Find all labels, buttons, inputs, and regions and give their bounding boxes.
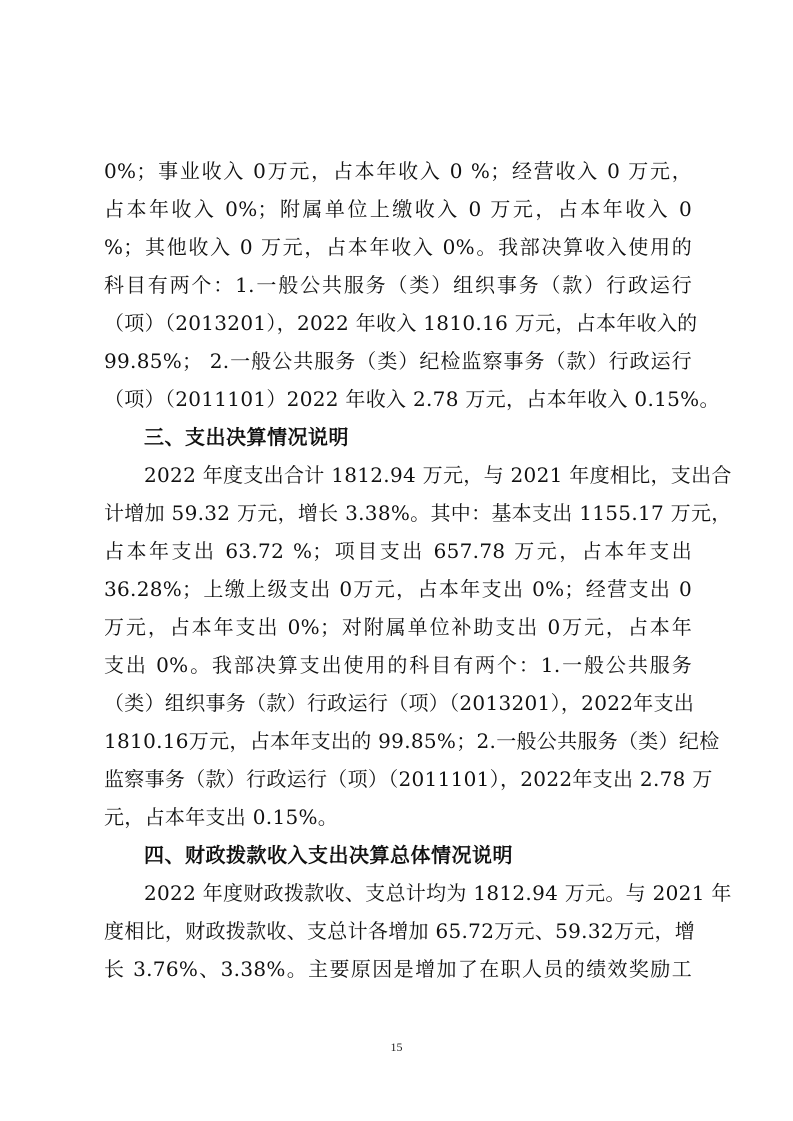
- paragraph-line: 1810.16万元，占本年支出的 99.85%；2.一般公共服务（类）纪检: [104, 729, 720, 753]
- paragraph-line: （项）（2011101）2022 年收入 2.78 万元，占本年收入 0.15%。: [104, 387, 720, 411]
- paragraph-line: （项）（2013201），2022 年收入 1810.16 万元，占本年收入的: [104, 311, 698, 335]
- paragraph-line: 占本年收入 0%；附属单位上缴收入 0 万元，占本年收入 0: [104, 197, 692, 221]
- paragraph-line: 支出 0%。我部决算支出使用的科目有两个：1.一般公共服务: [104, 653, 692, 677]
- paragraph-line: 99.85%； 2.一般公共服务（类）纪检监察事务（款）行政运行: [104, 349, 692, 373]
- paragraph-line: 36.28%；上缴上级支出 0万元，占本年支出 0%；经营支出 0: [104, 577, 692, 601]
- paragraph-line: %；其他收入 0 万元，占本年收入 0%。我部决算收入使用的: [104, 235, 692, 259]
- paragraph-line: 0%；事业收入 0万元，占本年收入 0 %；经营收入 0 万元，: [104, 159, 692, 183]
- paragraph-line: 元，占本年支出 0.15%。: [104, 805, 339, 829]
- paragraph-line: 占本年支出 63.72 %；项目支出 657.78 万元，占本年支出: [104, 539, 692, 563]
- paragraph-line: （类）组织事务（款）行政运行（项）（2013201），2022年支出: [104, 691, 695, 715]
- section-heading-expenditure: 三、支出决算情况说明: [144, 425, 349, 449]
- paragraph-line: 计增加 59.32 万元，增长 3.38%。其中：基本支出 1155.17 万元，: [104, 501, 732, 525]
- paragraph-line: 监察事务（款）行政运行（项）（2011101），2022年支出 2.78 万: [104, 767, 713, 791]
- paragraph-line: 2022 年度支出合计 1812.94 万元，与 2021 年度相比，支出合: [144, 463, 732, 487]
- paragraph-line: 长 3.76%、3.38%。主要原因是增加了在职人员的绩效奖励工: [104, 957, 692, 981]
- paragraph-line: 科目有两个：1.一般公共服务（类）组织事务（款）行政运行: [104, 273, 692, 297]
- paragraph-line: 万元，占本年支出 0%；对附属单位补助支出 0万元，占本年: [104, 615, 692, 639]
- section-heading-fiscal-appropriation: 四、财政拨款收入支出决算总体情况说明: [144, 843, 513, 867]
- page-number: 15: [390, 1040, 403, 1054]
- paragraph-line: 2022 年度财政拨款收、支总计均为 1812.94 万元。与 2021 年: [144, 881, 732, 905]
- paragraph-line: 度相比，财政拨款收、支总计各增加 65.72万元、59.32万元，增: [104, 919, 696, 943]
